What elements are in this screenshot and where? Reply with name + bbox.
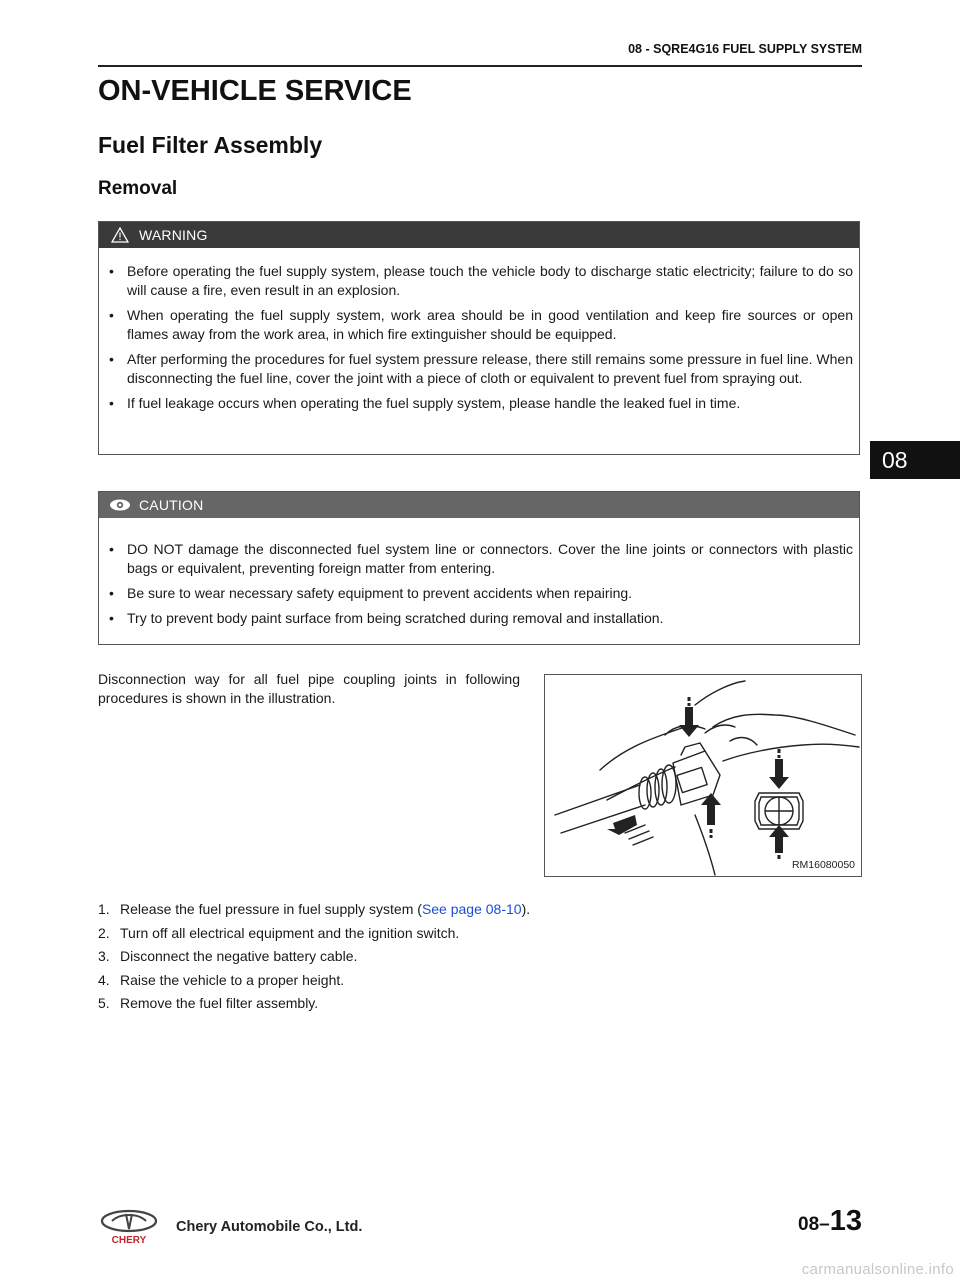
list-item: • When operating the fuel supply system, work area should be in good ventilation and keep fire sources or open flames away from the work area, in which fire extinguisher should be equipped.	[107, 306, 853, 344]
warning-header	[99, 222, 859, 248]
figure-label: RM16080050	[791, 859, 855, 871]
company-name: Chery Automobile Co., Ltd.	[176, 1219, 363, 1235]
list-item: • DO NOT damage the disconnected fuel system line or connectors. Cover the line joints or connectors with plastic bags or equivalent, preventing foreign matter from entering.	[107, 540, 853, 578]
list-item: 4. Raise the vehicle to a proper height.	[98, 971, 345, 988]
warning-label: WARNING	[139, 227, 208, 243]
caution-label: CAUTION	[139, 497, 204, 513]
running-header: 08 - SQRE4G16 FUEL SUPPLY SYSTEM	[628, 42, 862, 56]
caution-list	[107, 540, 853, 634]
list-item: 3. Disconnect the negative battery cable.	[98, 948, 358, 964]
eye-icon	[109, 496, 131, 514]
section-title: Fuel Filter Assembly	[98, 132, 323, 158]
warning-triangle-icon	[109, 226, 131, 244]
illustration	[544, 674, 862, 877]
page-number: 08–13	[798, 1205, 862, 1237]
page-title: ON-VEHICLE SERVICE	[98, 75, 412, 107]
list-item: 2. Turn off all electrical equipment and the ignition switch.	[98, 924, 460, 941]
fuel-coupling-illustration	[545, 675, 861, 876]
header-rule	[98, 65, 862, 67]
list-item: • Before operating the fuel supply system, please touch the vehicle body to discharge static electricity; failure to do so will cause a fire, even result in an explosion.	[107, 262, 853, 300]
page-reference-link[interactable]: See page 08-10	[421, 901, 522, 917]
list-item: • Try to prevent body paint surface from being scratched during removal and installation.	[107, 609, 853, 628]
caution-header	[99, 492, 859, 518]
intro-paragraph: Disconnection way for all fuel pipe coupling joints in following procedures is shown in the illustration.	[98, 671, 520, 706]
list-item: • Be sure to wear necessary safety equipment to prevent accidents when repairing.	[107, 584, 853, 603]
procedure-steps	[98, 900, 798, 1018]
chapter-tab[interactable]: 08	[870, 441, 960, 479]
warning-box	[98, 221, 860, 455]
watermark: carmanualsonline.info	[801, 1261, 954, 1278]
list-item: 5. Remove the fuel filter assembly.	[98, 995, 319, 1011]
warning-list	[107, 262, 853, 419]
svg-text:CHERY: CHERY	[111, 1235, 147, 1246]
list-item: • After performing the procedures for fuel system pressure release, there still remains some pressure in fuel line. When disconnecting the fuel line, cover the joint with a piece of cloth or equivalent to prevent fuel from spraying out.	[107, 350, 853, 388]
list-item: • If fuel leakage occurs when operating the fuel supply system, please handle the leaked fuel in time.	[107, 394, 853, 413]
caution-box	[98, 491, 860, 645]
subsection-title: Removal	[98, 178, 178, 199]
chery-logo	[100, 1208, 158, 1246]
list-item: 1. Release the fuel pressure in fuel supply system (See page 08-10).	[98, 901, 531, 917]
